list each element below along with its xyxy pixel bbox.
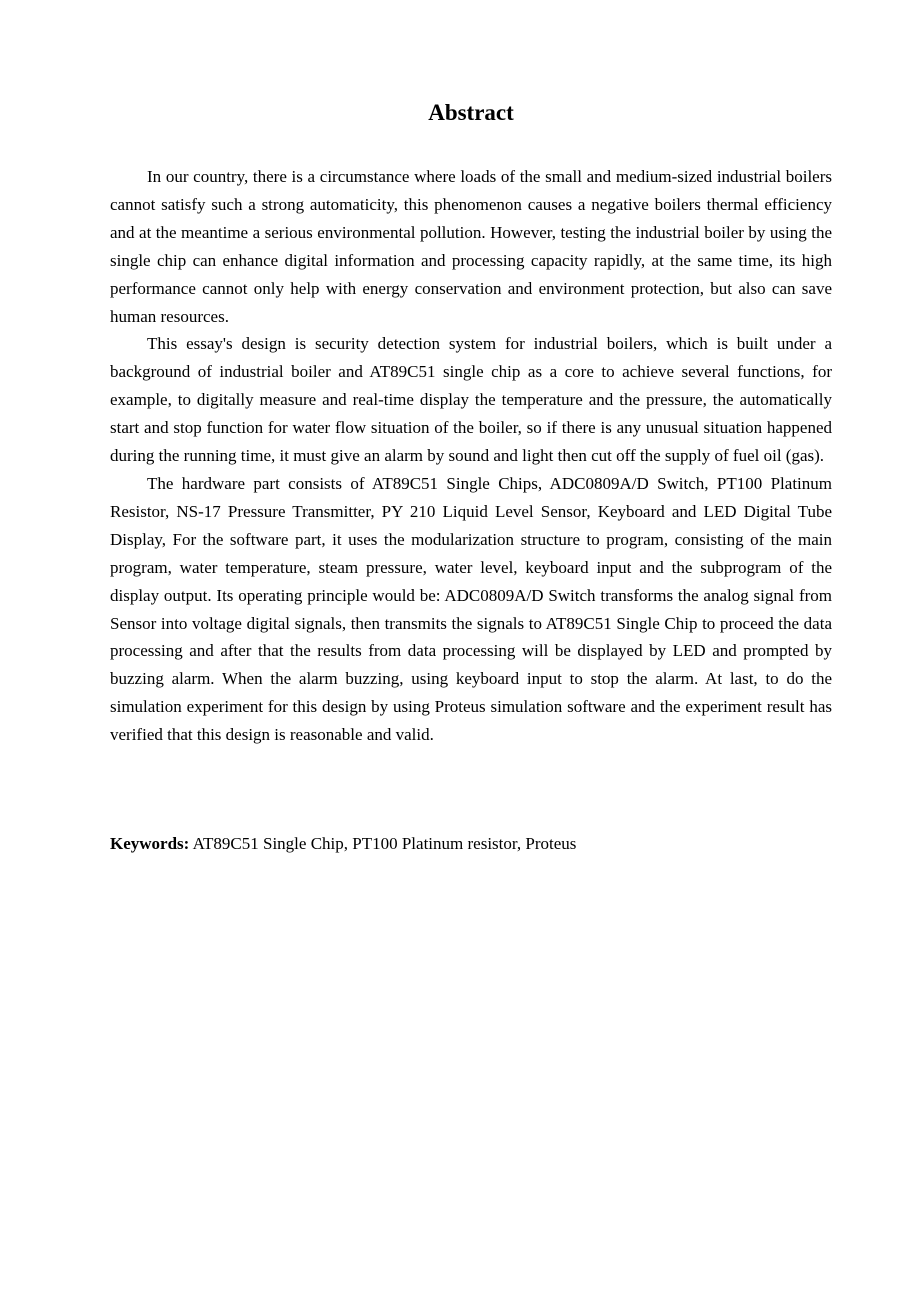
page-title: Abstract [428, 100, 514, 125]
keywords-label: Keywords: [110, 834, 190, 853]
abstract-paragraph-2: This essay's design is security detection system for industrial boilers, which is built under a background of industrial boiler and AT89C51 single chip as a core to achieve several functions, for example, to digitally measure and real-time display the temperature and the pressure, the automatically start and stop function for water flow situation of the boiler, so if there is any unusual situation happened during the running time, it must give an alarm by sound and light then cut off the supply of fuel oil (gas). [110, 334, 832, 466]
abstract-paragraph-3: The hardware part consists of AT89C51 Single Chips, ADC0809A/D Switch, PT100 Platinum Resistor, NS-17 Pressure Transmitter, PY 210 Liquid Level Sensor, Keyboard and LED Digital Tube Display, For the software part, it uses the modularization structure to program, consisting of the main program, water temperature, steam pressure, water level, keyboard input and the subprogram of the display output. Its operating principle would be: ADC0809A/D Switch transforms the analog signal from Sensor into voltage digital signals, then transmits the signals to AT89C51 Single Chip to proceed the data processing and after that the results from data processing will be displayed by LED and prompted by buzzing alarm. When the alarm buzzing, using keyboard input to stop the alarm. At last, to do the simulation experiment for this design by using Proteus simulation software and the experiment result has verified that this design is reasonable and valid. [110, 473, 832, 745]
abstract-paragraph-1: In our country, there is a circumstance where loads of the small and medium-sized industrial boilers cannot satisfy such a strong automaticity, this phenomenon causes a negative boilers thermal efficiency and at the meantime a serious environmental pollution. However, testing the industrial boiler by using the single chip can enhance digital information and processing capacity rapidly, at the same time, its high performance cannot only help with energy conservation and environment protection, but also can save human resources. [110, 167, 832, 326]
keywords-line [110, 830, 832, 858]
abstract-body [110, 163, 832, 749]
keywords-text: AT89C51 Single Chip, PT100 Platinum resistor, Proteus [192, 834, 577, 853]
